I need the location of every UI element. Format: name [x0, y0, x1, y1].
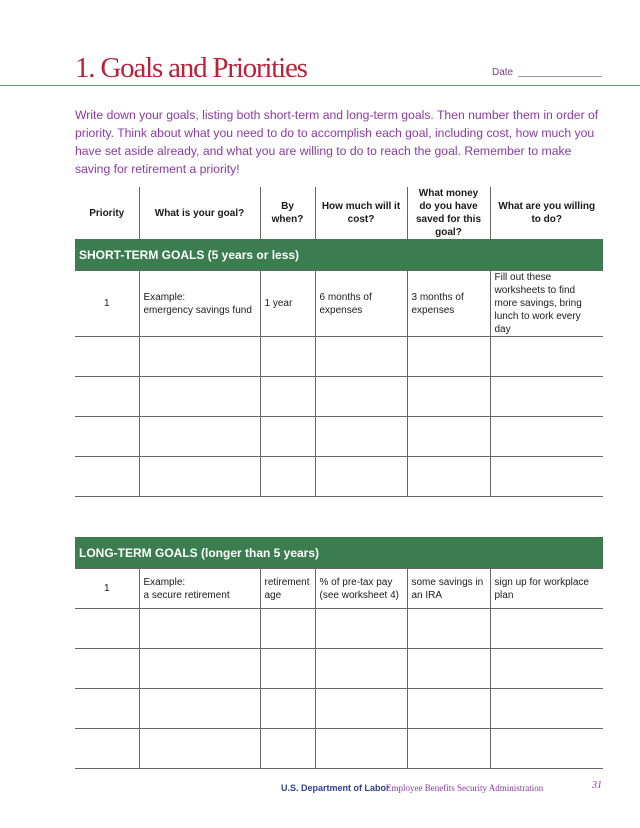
goal-input-cell[interactable]: [139, 417, 260, 457]
by-when-input-cell[interactable]: [260, 417, 315, 457]
by-when-input-cell[interactable]: [260, 337, 315, 377]
header-divider: [0, 85, 640, 86]
short-term-heading: SHORT-TERM GOALS (5 years or less): [75, 239, 603, 271]
table-row: [75, 569, 603, 609]
table-header-row: [75, 187, 603, 239]
cost-input-cell[interactable]: [315, 337, 407, 377]
cost-input-cell[interactable]: [315, 609, 407, 649]
priority-input-cell[interactable]: [75, 377, 139, 417]
willing-input-cell[interactable]: [490, 729, 603, 769]
saved-input-cell[interactable]: [407, 417, 490, 457]
long-term-heading: LONG-TERM GOALS (longer than 5 years): [75, 537, 603, 569]
willing-input-cell[interactable]: [490, 649, 603, 689]
saved-input-cell[interactable]: [407, 377, 490, 417]
goal-input-cell[interactable]: [139, 377, 260, 417]
short-term-section-row: [75, 239, 603, 271]
willing-input-cell[interactable]: [490, 337, 603, 377]
table-row: [75, 609, 603, 649]
footer-agency: Employee Benefits Security Administration: [386, 783, 544, 793]
saved-input-cell[interactable]: [407, 609, 490, 649]
example-goal-cell: [139, 569, 260, 609]
by-when-input-cell[interactable]: [260, 649, 315, 689]
example-cost: 6 months of expenses: [315, 271, 407, 337]
example-goal: emergency savings fund: [143, 304, 252, 316]
column-header-goal: What is your goal?: [139, 187, 260, 239]
saved-input-cell[interactable]: [407, 649, 490, 689]
example-goal-cell: [139, 271, 260, 337]
priority-input-cell[interactable]: [75, 337, 139, 377]
goal-input-cell[interactable]: [139, 609, 260, 649]
example-priority: 1: [75, 569, 139, 609]
goals-worksheet-table: [75, 187, 603, 769]
long-term-section-row: [75, 537, 603, 569]
table-row: [75, 649, 603, 689]
willing-input-cell[interactable]: [490, 457, 603, 497]
example-goal: a secure retirement: [143, 589, 230, 601]
table-row: [75, 457, 603, 497]
example-priority: 1: [75, 271, 139, 337]
priority-input-cell[interactable]: [75, 609, 139, 649]
goal-input-cell[interactable]: [139, 337, 260, 377]
page-title: 1. Goals and Priorities: [75, 52, 307, 84]
cost-input-cell[interactable]: [315, 649, 407, 689]
cost-input-cell[interactable]: [315, 457, 407, 497]
goal-input-cell[interactable]: [139, 649, 260, 689]
date-field-line: [518, 76, 602, 77]
cost-input-cell[interactable]: [315, 377, 407, 417]
saved-input-cell[interactable]: [407, 689, 490, 729]
saved-input-cell[interactable]: [407, 457, 490, 497]
column-header-priority: Priority: [75, 187, 139, 239]
willing-input-cell[interactable]: [490, 689, 603, 729]
example-by-when: 1 year: [260, 271, 315, 337]
by-when-input-cell[interactable]: [260, 689, 315, 729]
table-row: [75, 729, 603, 769]
goal-input-cell[interactable]: [139, 689, 260, 729]
example-prefix: Example:: [143, 576, 186, 588]
by-when-input-cell[interactable]: [260, 457, 315, 497]
priority-input-cell[interactable]: [75, 729, 139, 769]
date-label: Date: [492, 67, 514, 78]
priority-input-cell[interactable]: [75, 689, 139, 729]
column-header-saved: What money do you have saved for this goal?: [407, 187, 490, 239]
example-saved: some savings in an IRA: [407, 569, 490, 609]
willing-input-cell[interactable]: [490, 377, 603, 417]
column-header-cost: How much will it cost?: [315, 187, 407, 239]
example-willing: sign up for workplace plan: [490, 569, 603, 609]
instructions-paragraph: Write down your goals, listing both short-term and long-term goals. Then number them in order of priority. Think about what you need to do to accomplish each goal, including cost, how much you have set aside already, and what you are willing to do to reach the goal. Remember to make saving for retirement a priority!: [75, 108, 599, 176]
cost-input-cell[interactable]: [315, 417, 407, 457]
by-when-input-cell[interactable]: [260, 377, 315, 417]
table-row: [75, 417, 603, 457]
example-cost: % of pre-tax pay (see worksheet 4): [315, 569, 407, 609]
by-when-input-cell[interactable]: [260, 729, 315, 769]
table-row: [75, 337, 603, 377]
table-row: [75, 377, 603, 417]
example-willing: Fill out these worksheets to find more savings, bring lunch to work every day: [490, 271, 603, 337]
cost-input-cell[interactable]: [315, 729, 407, 769]
example-prefix: Example:: [143, 291, 186, 303]
column-header-willing: What are you willing to do?: [490, 187, 603, 239]
example-saved: 3 months of expenses: [407, 271, 490, 337]
column-header-by-when: By when?: [260, 187, 315, 239]
example-by-when: retirement age: [260, 569, 315, 609]
priority-input-cell[interactable]: [75, 457, 139, 497]
table-row: [75, 689, 603, 729]
section-spacer: [75, 497, 603, 538]
table-row: [75, 271, 603, 337]
goal-input-cell[interactable]: [139, 457, 260, 497]
willing-input-cell[interactable]: [490, 609, 603, 649]
cost-input-cell[interactable]: [315, 689, 407, 729]
saved-input-cell[interactable]: [407, 729, 490, 769]
willing-input-cell[interactable]: [490, 417, 603, 457]
footer-department: U.S. Department of Labor: [281, 783, 390, 793]
priority-input-cell[interactable]: [75, 417, 139, 457]
saved-input-cell[interactable]: [407, 337, 490, 377]
by-when-input-cell[interactable]: [260, 609, 315, 649]
page-number: 31: [592, 780, 602, 791]
goal-input-cell[interactable]: [139, 729, 260, 769]
priority-input-cell[interactable]: [75, 649, 139, 689]
